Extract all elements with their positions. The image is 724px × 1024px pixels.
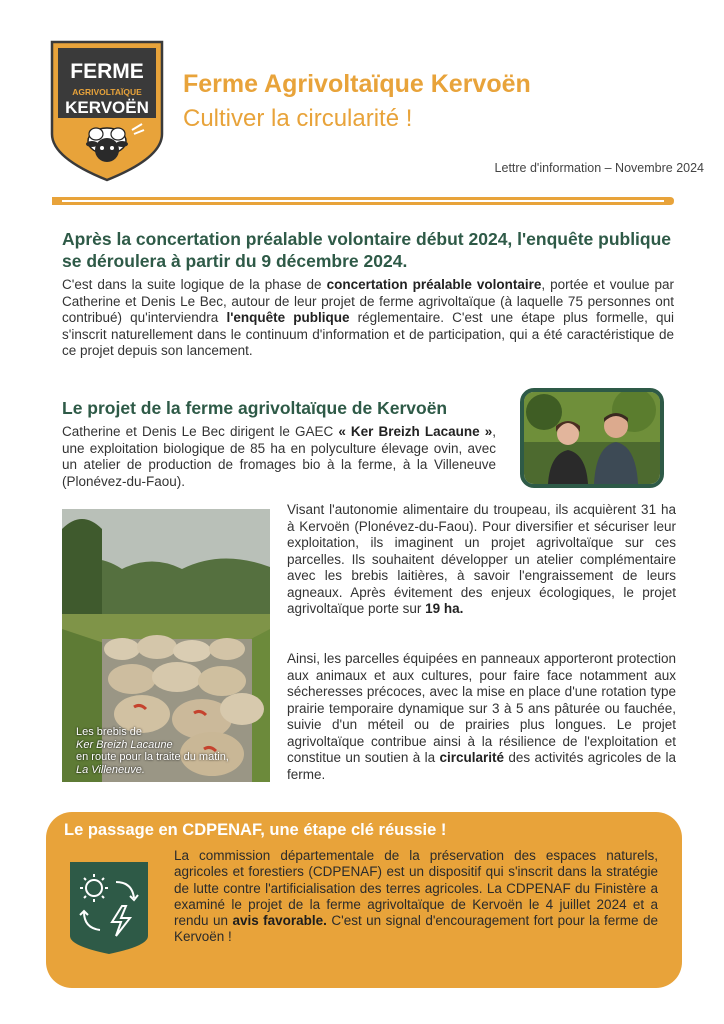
- logo-line1: FERME: [70, 60, 144, 83]
- intro-bold-1: concertation préalable volontaire: [326, 277, 542, 292]
- logo-line3: KERVOËN: [65, 98, 149, 117]
- p2-bold-1: 19 ha.: [425, 601, 464, 616]
- caption-line-3: en route pour la traite du matin,: [76, 751, 229, 763]
- project-paragraph-2: [287, 502, 676, 618]
- p3-bold-1: circularité: [439, 750, 505, 765]
- box-text-2: C'est un signal d'encouragement fort pour la ferme de Kervoën !: [174, 913, 658, 945]
- box-text-1: La commission départementale de la préservation des espaces naturels, agricoles et forestiers (CDPENAF) est un dispositif qui s'inscrit dans la stratégie de lutte contre l'artificialisation des terres agricoles. La CDPENAF du Finistère a examiné le projet de la ferme agrivoltaïque de Kervoën le 4 juillet 2024 et a rendu un: [174, 848, 658, 929]
- p1-text-1: Catherine et Denis Le Bec dirigent le GAEC: [62, 424, 339, 439]
- caption-line-4: La Villeneuve.: [76, 763, 145, 776]
- sheep-photo-caption: [76, 726, 266, 776]
- family-photo: [520, 388, 664, 488]
- intro-paragraph: [62, 277, 674, 360]
- section-title-project: Le projet de la ferme agrivoltaïque de Kervoën: [62, 398, 448, 418]
- cdpenaf-box-body: [174, 848, 658, 946]
- cdpenaf-box-title: Le passage en CDPENAF, une étape clé réussie !: [64, 821, 447, 839]
- box-bold-1: avis favorable.: [232, 913, 327, 929]
- newsletter-date: Lettre d'information – Novembre 2024: [494, 161, 704, 175]
- page-title: Ferme Agrivoltaïque Kervoën: [183, 70, 531, 98]
- logo-line2: AGRIVOLTAÏQUE: [72, 87, 142, 97]
- sun-energy-icon: [66, 858, 152, 956]
- p1-text-2: , une exploitation biologique de 85 ha en polyculture élevage ovin, avec un atelier de production de fromages bio à la ferme, à la Villeneuve (Plonévez-du-Faou).: [62, 424, 496, 489]
- intro-bold-2: l'enquête publique: [226, 310, 350, 325]
- header-separator: [50, 194, 676, 208]
- p1-bold-1: « Ker Breizh Lacaune »: [338, 424, 493, 439]
- p3-text-1: Ainsi, les parcelles équipées en panneaux apporteront protection aux animaux et aux cultures, pour faire face notamment aux sécheresses précoces, avec la mise en place d'une rotation type prairie temporaire dynamique sur 3 à 5 ans pâturée ou fauchée, suivie d'un méteil ou de prairies plus longues. Le projet agrivoltaïque contribue ainsi à la résilience de l'exploitation et constitue un soutien à la: [287, 651, 676, 765]
- page-subtitle: Cultiver la circularité !: [183, 105, 413, 132]
- project-paragraph-1: [62, 424, 496, 490]
- caption-line-1: Les brebis de: [76, 726, 143, 738]
- main-headline: Après la concertation préalable volontaire début 2024, l'enquête publique se déroulera à partir du 9 décembre 2024.: [62, 229, 672, 271]
- intro-text-3: réglementaire. C'est une étape plus formelle, qui s'inscrit naturellement dans le continuum d'information et de participation, qui a été caractéristique de ce projet depuis son lancement.: [62, 310, 674, 358]
- intro-text-1: C'est dans la suite logique de la phase de: [62, 277, 327, 292]
- p3-text-2: des activités agricoles de la ferme.: [287, 750, 676, 782]
- project-paragraph-3: [287, 651, 676, 783]
- farm-logo: [48, 38, 166, 184]
- intro-text-2: , portée et voulue par Catherine et Denis Le Bec, autour de leur projet de ferme agrivoltaïque (à laquelle 75 personnes ont contribué) qu'interviendra: [62, 277, 674, 325]
- p2-text-1: Visant l'autonomie alimentaire du troupeau, ils acquièrent 31 ha à Kervoën (Plonévez-du-Faou). Pour diversifier et sécuriser leur exploitation, ils imaginent un projet agrivoltaïque sur ces parcelles. Ils souhaitent développer un atelier complémentaire avec les brebis laitières, à savoir l'engraissement de leurs agneaux. Après évitement des enjeux écologiques, le projet agrivoltaïque porte sur: [287, 502, 676, 616]
- caption-line-2: Ker Breizh Lacaune: [76, 738, 173, 751]
